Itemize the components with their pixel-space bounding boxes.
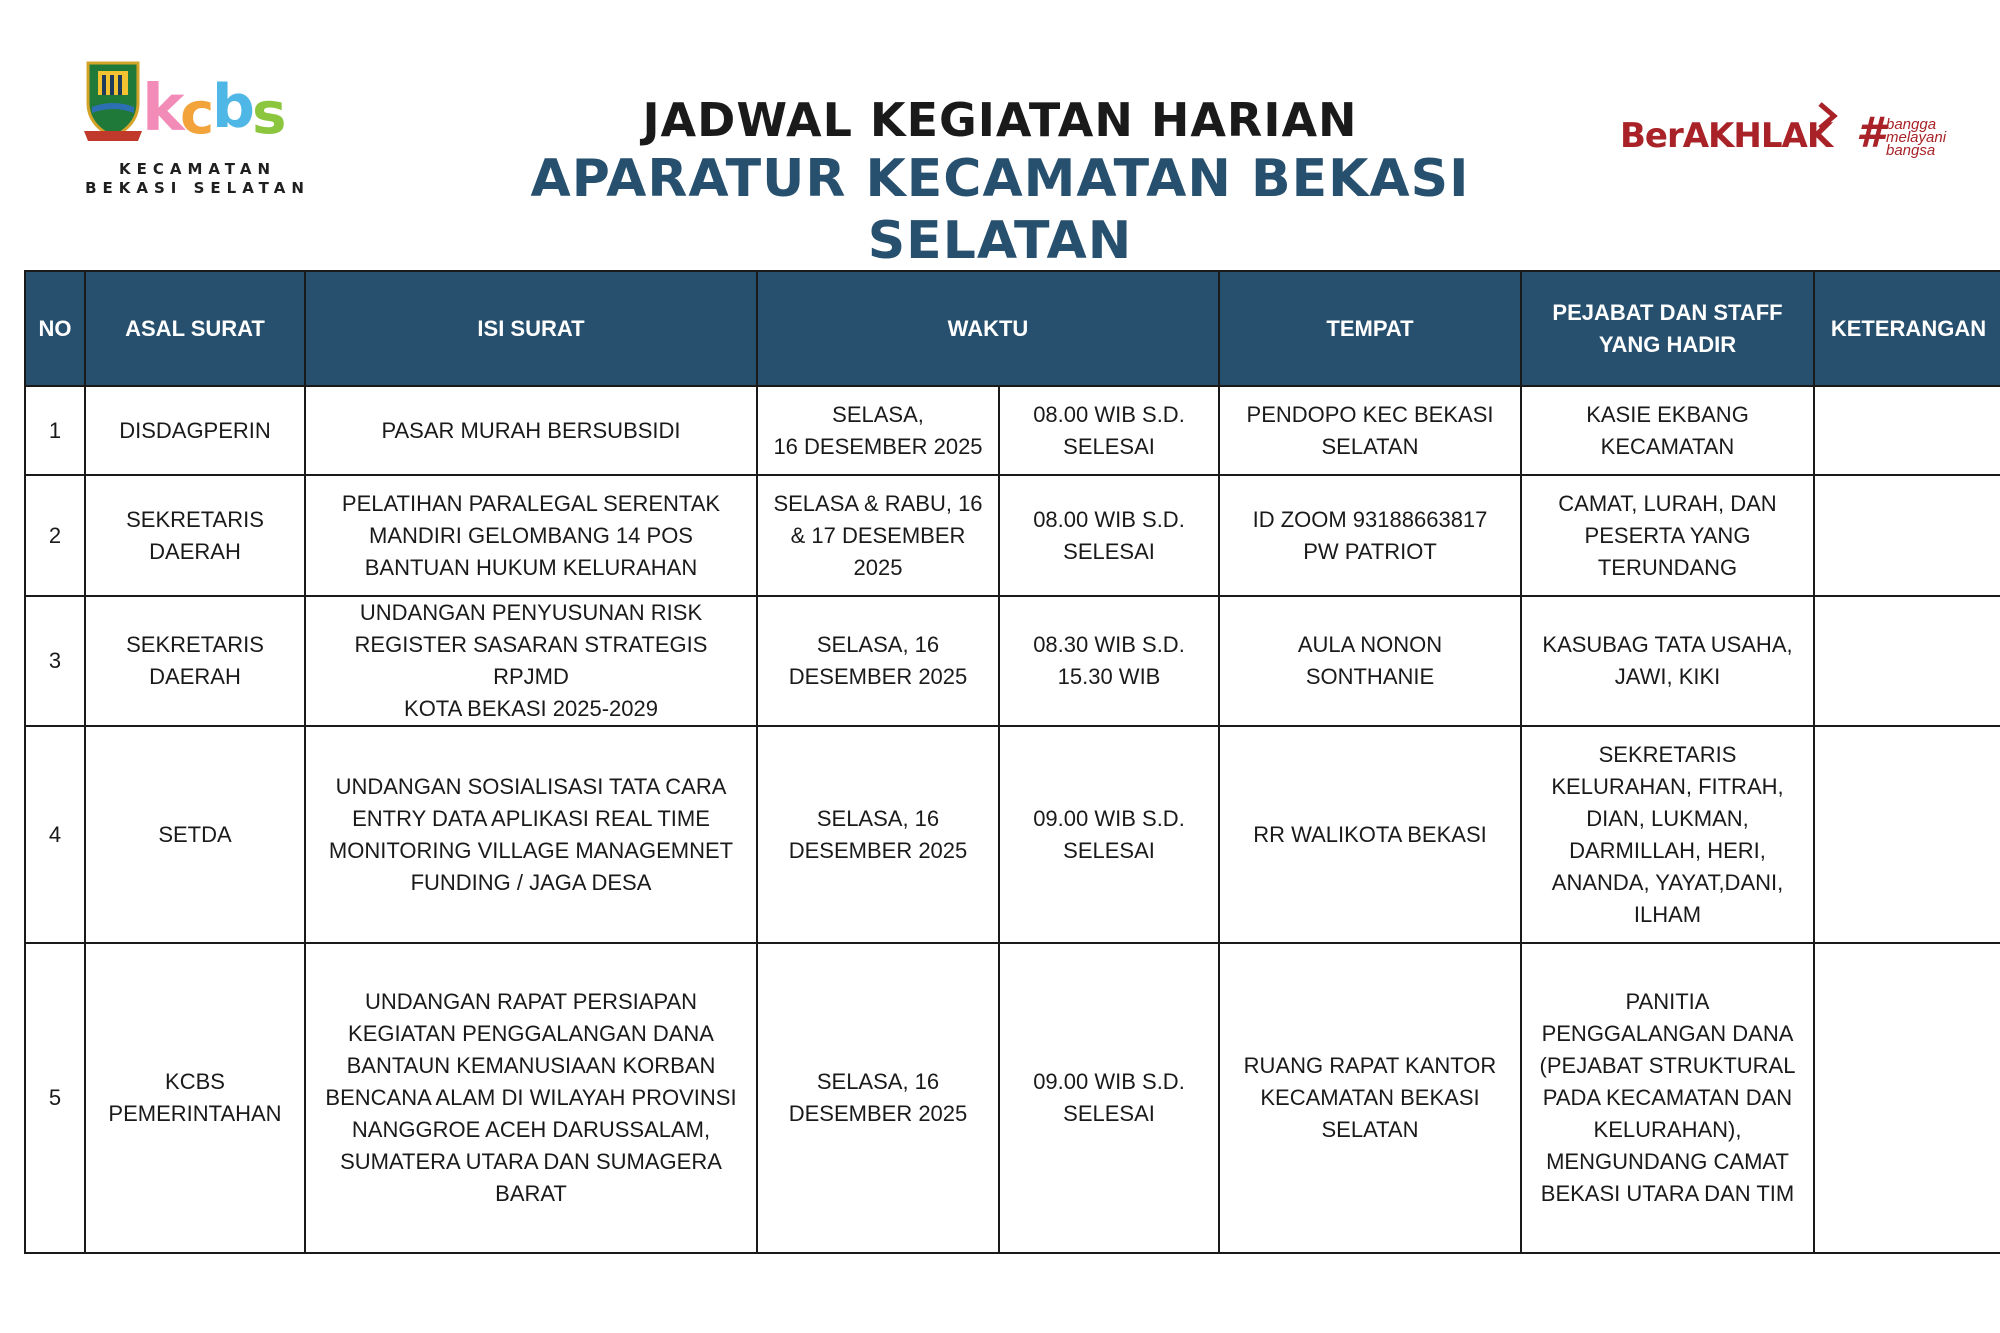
schedule-table <box>24 270 2000 1254</box>
cell-tempat: RUANG RAPAT KANTOR KECAMATAN BEKASI SELATAN <box>1219 943 1521 1253</box>
svg-text:c: c <box>180 79 215 147</box>
cell-keterangan <box>1814 943 2000 1253</box>
tagline-bangsa: bangsa <box>1886 142 1936 159</box>
cell-pejabat: KASIE EKBANG KECAMATAN <box>1521 386 1814 475</box>
cell-asal: SEKRETARIS DAERAH <box>85 596 305 726</box>
header-waktu: WAKTU <box>757 271 1219 386</box>
cell-jam: 08.00 WIB S.D. SELESAI <box>999 475 1219 596</box>
kcbs-logo-line2: BEKASI SELATAN <box>85 179 310 197</box>
svg-text:k: k <box>142 72 185 146</box>
title-line-1: JADWAL KEGIATAN HARIAN <box>642 93 1358 147</box>
header-no: NO <box>25 271 85 386</box>
cell-asal: SEKRETARIS DAERAH <box>85 475 305 596</box>
title-line-2: APARATUR KECAMATAN BEKASI SELATAN <box>530 149 1470 271</box>
cell-isi: PASAR MURAH BERSUBSIDI <box>305 386 757 475</box>
cell-keterangan <box>1814 475 2000 596</box>
cell-tempat: ID ZOOM 93188663817 PW PATRIOT <box>1219 475 1521 596</box>
cell-tempat: RR WALIKOTA BEKASI <box>1219 726 1521 943</box>
berakhlak-text: BerAKHLAK <box>1620 116 1833 156</box>
header-asal-surat: ASAL SURAT <box>85 271 305 386</box>
header-tempat: TEMPAT <box>1219 271 1521 386</box>
kcbs-logo-icon <box>80 55 315 160</box>
page-title <box>400 92 1600 272</box>
cell-hari: SELASA, 16 DESEMBER 2025 <box>757 726 999 943</box>
cell-hari: SELASA & RABU, 16 & 17 DESEMBER 2025 <box>757 475 999 596</box>
table-row <box>25 475 2000 596</box>
hashtag-symbol: # <box>1856 108 1886 157</box>
cell-isi: PELATIHAN PARALEGAL SERENTAK MANDIRI GELOMBANG 14 POS BANTUAN HUKUM KELURAHAN <box>305 475 757 596</box>
header-pejabat: PEJABAT DAN STAFF YANG HADIR <box>1521 271 1814 386</box>
cell-hari: SELASA, 16 DESEMBER 2025 <box>757 943 999 1253</box>
svg-text:b: b <box>212 72 255 142</box>
cell-keterangan <box>1814 726 2000 943</box>
cell-pejabat: PANITIA PENGGALANGAN DANA (PEJABAT STRUKTURAL PADA KECAMATAN DAN KELURAHAN), MENGUNDANG CAMAT BEKASI UTARA DAN TIM <box>1521 943 1814 1253</box>
cell-keterangan <box>1814 386 2000 475</box>
cell-asal: KCBS PEMERINTAHAN <box>85 943 305 1253</box>
cell-isi: UNDANGAN PENYUSUNAN RISK REGISTER SASARAN STRATEGIS RPJMD KOTA BEKASI 2025-2029 <box>305 596 757 726</box>
cell-jam: 09.00 WIB S.D. SELESAI <box>999 943 1219 1253</box>
cell-isi: UNDANGAN SOSIALISASI TATA CARA ENTRY DATA APLIKASI REAL TIME MONITORING VILLAGE MANAGEMNET FUNDING / JAGA DESA <box>305 726 757 943</box>
table-row <box>25 596 2000 726</box>
header-isi-surat: ISI SURAT <box>305 271 757 386</box>
cell-tempat: PENDOPO KEC BEKASI SELATAN <box>1219 386 1521 475</box>
cell-tempat: AULA NONON SONTHANIE <box>1219 596 1521 726</box>
tagline-melayani: melayani <box>1886 129 1947 146</box>
cell-no: 2 <box>25 475 85 596</box>
table-row <box>25 726 2000 943</box>
header-keterangan: KETERANGAN <box>1814 271 2000 386</box>
cell-isi: UNDANGAN RAPAT PERSIAPAN KEGIATAN PENGGALANGAN DANA BANTAUN KEMANUSIAAN KORBAN BENCANA ALAM DI WILAYAH PROVINSI NANGGROE ACEH DARUSSALAM, SUMATERA UTARA DAN SUMAGERA BARAT <box>305 943 757 1253</box>
cell-pejabat: KASUBAG TATA USAHA, JAWI, KIKI <box>1521 596 1814 726</box>
cell-no: 1 <box>25 386 85 475</box>
kcbs-logo <box>80 55 315 205</box>
cell-jam: 08.00 WIB S.D. SELESAI <box>999 386 1219 475</box>
table-header-row <box>25 271 2000 386</box>
svg-text:s: s <box>252 79 287 147</box>
cell-no: 5 <box>25 943 85 1253</box>
cell-jam: 08.30 WIB S.D. 15.30 WIB <box>999 596 1219 726</box>
cell-hari: SELASA, 16 DESEMBER 2025 <box>757 386 999 475</box>
table-row <box>25 943 2000 1253</box>
tagline-bangga: bangga <box>1886 116 1937 133</box>
cell-asal: DISDAGPERIN <box>85 386 305 475</box>
cell-pejabat: CAMAT, LURAH, DAN PESERTA YANG TERUNDANG <box>1521 475 1814 596</box>
cell-no: 3 <box>25 596 85 726</box>
kcbs-logo-line1: KECAMATAN <box>118 160 277 178</box>
cell-asal: SETDA <box>85 726 305 943</box>
cell-pejabat: SEKRETARIS KELURAHAN, FITRAH, DIAN, LUKMAN, DARMILLAH, HERI, ANANDA, YAYAT,DANI, ILHAM <box>1521 726 1814 943</box>
table-row <box>25 386 2000 475</box>
cell-keterangan <box>1814 596 2000 726</box>
berakhlak-logo <box>1620 100 1960 164</box>
cell-no: 4 <box>25 726 85 943</box>
chevron-right-icon <box>1816 102 1840 132</box>
cell-hari: SELASA, 16 DESEMBER 2025 <box>757 596 999 726</box>
cell-jam: 09.00 WIB S.D. SELESAI <box>999 726 1219 943</box>
